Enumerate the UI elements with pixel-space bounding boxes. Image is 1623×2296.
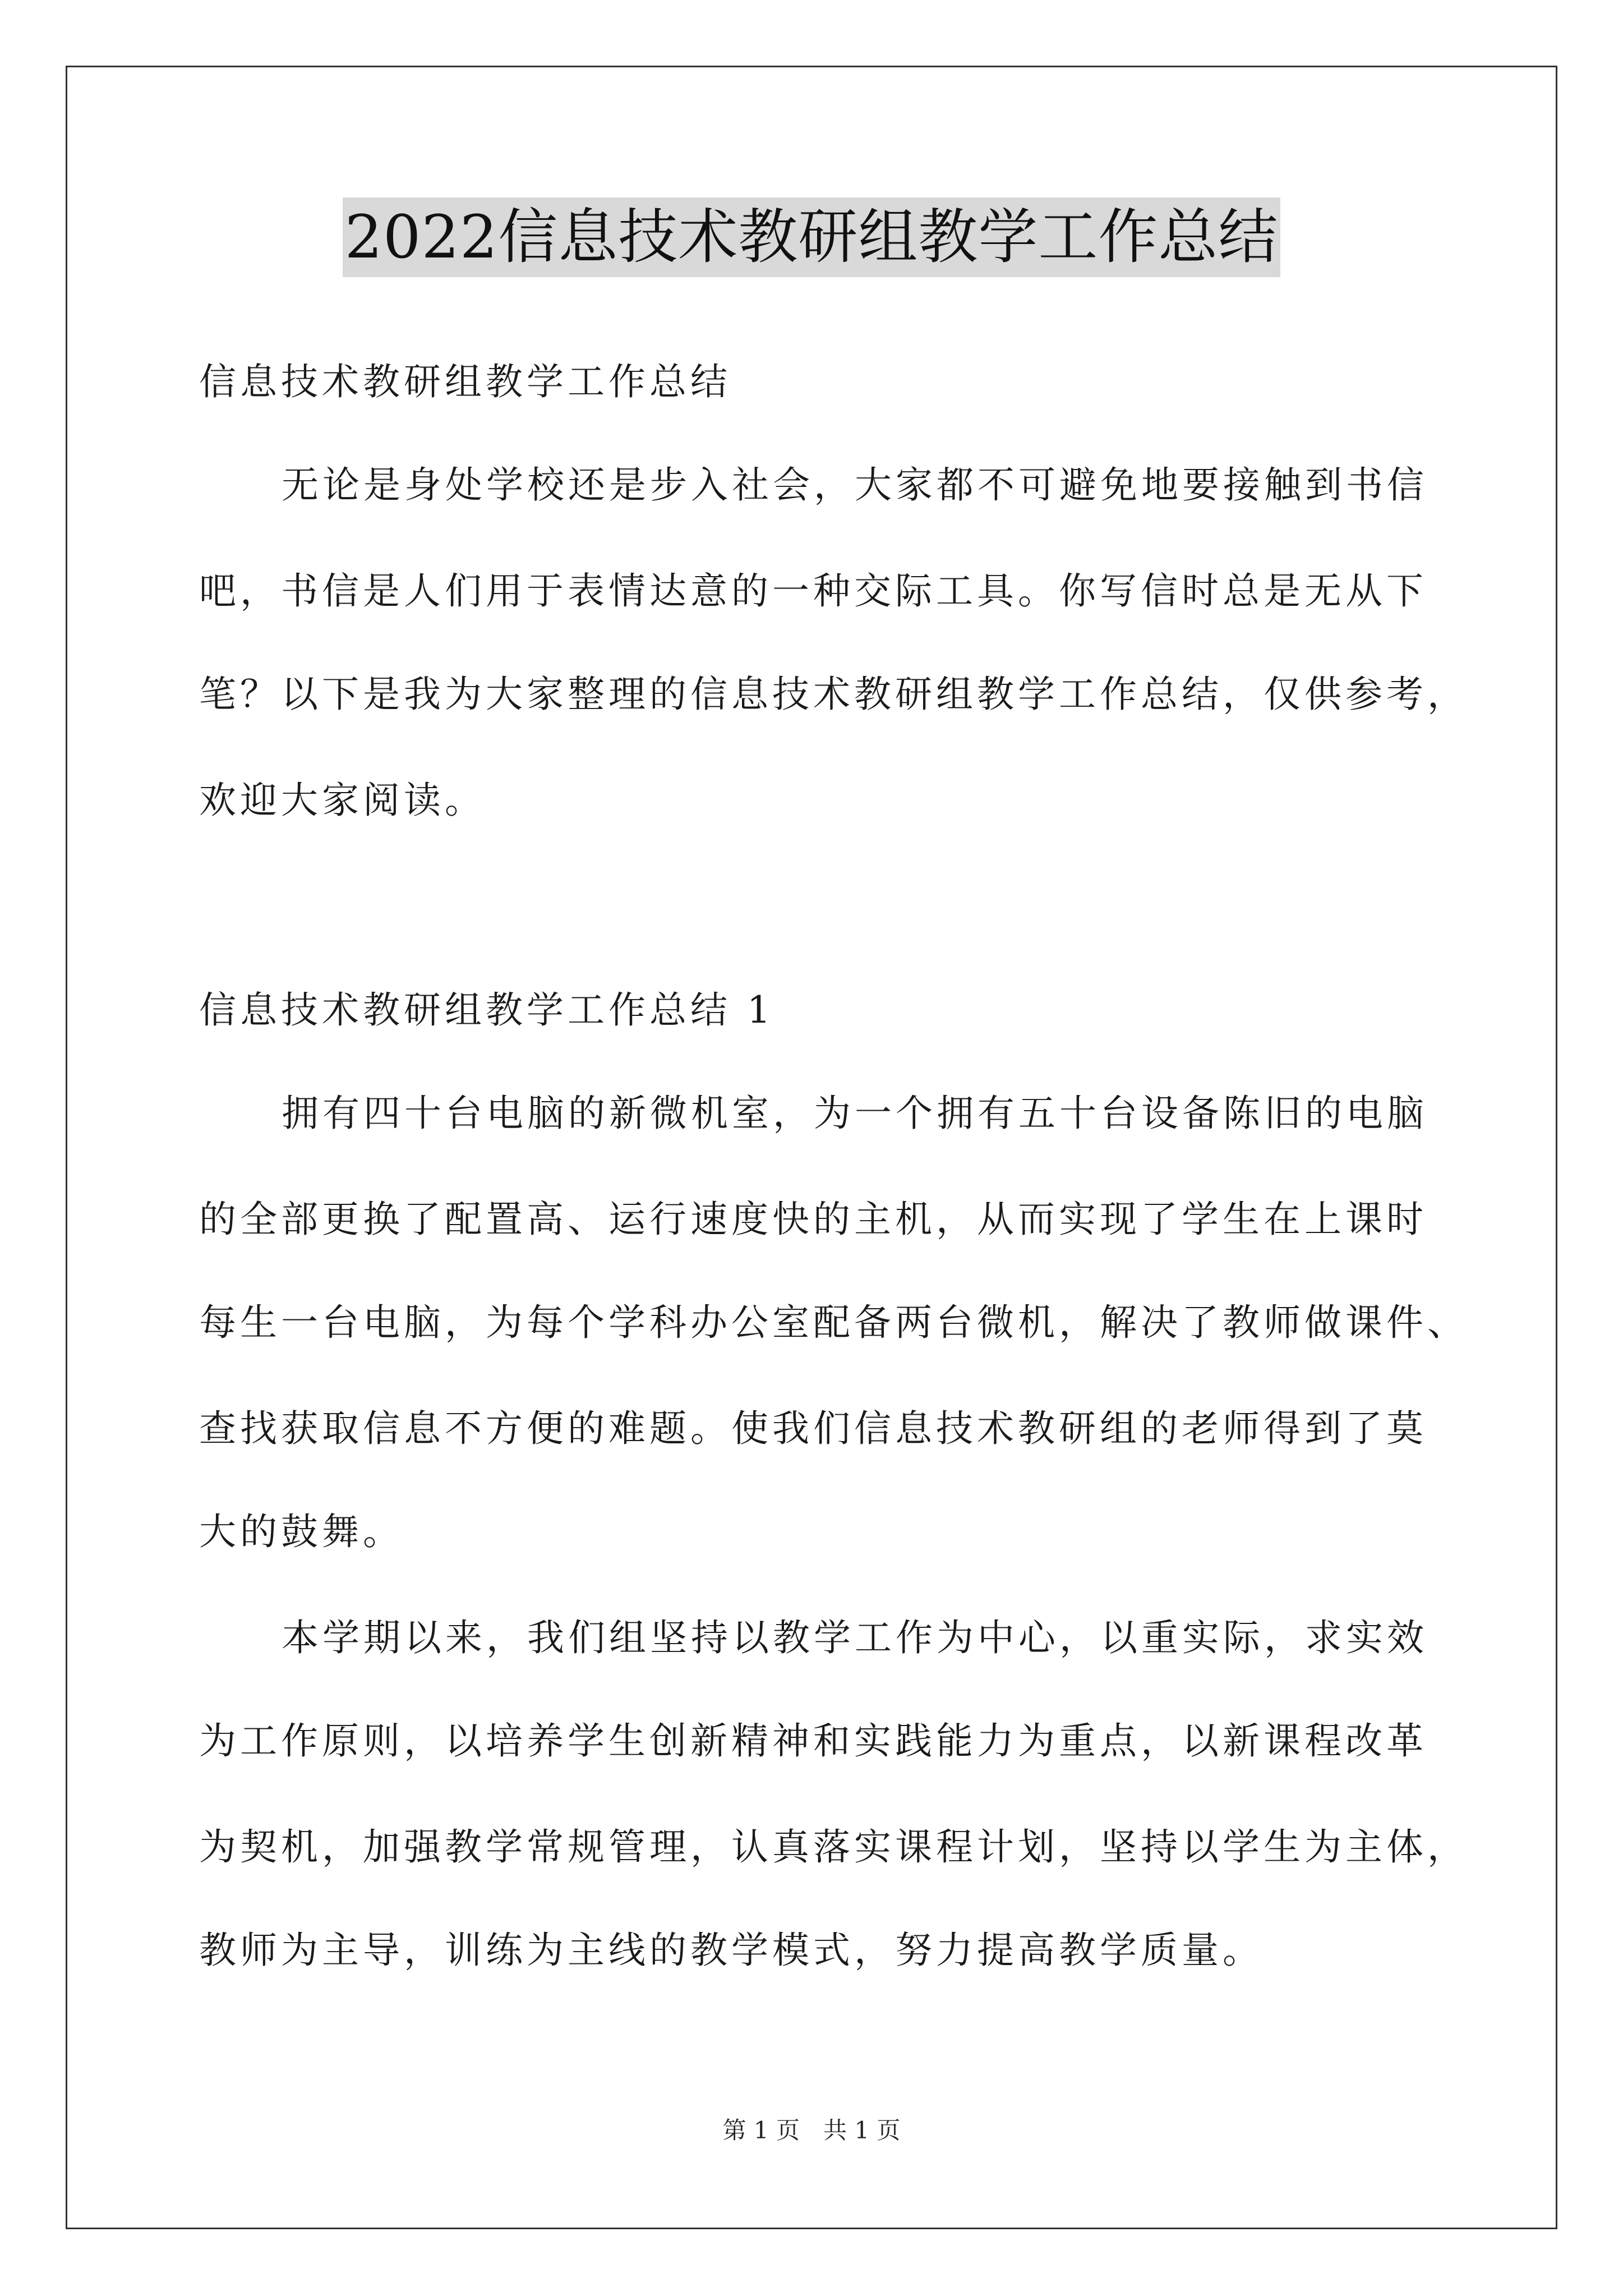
- intro-line-4: 欢迎大家阅读。: [199, 779, 486, 822]
- title-container: [0, 197, 1623, 277]
- paragraph2-line-4: 教师为主导，训练为主线的教学模式，努力提高教学质量。: [199, 1929, 1264, 1972]
- document-title: 2022信息技术教研组教学工作总结: [343, 197, 1281, 277]
- paragraph2-line-3: 为契机，加强教学常规管理，认真落实课程计划，坚持以学生为主体，: [199, 1825, 1468, 1869]
- paragraph1-line-5: 大的鼓舞。: [199, 1510, 404, 1553]
- page-number-footer: 第 1 页 共 1 页: [722, 2116, 901, 2144]
- intro-line-1: 无论是身处学校还是步入社会，大家都不可避免地要接触到书信: [282, 463, 1428, 507]
- paragraph1-line-4: 查找获取信息不方便的难题。使我们信息技术教研组的老师得到了莫: [199, 1407, 1427, 1450]
- paragraph1-line-2: 的全部更换了配置高、运行速度快的主机，从而实现了学生在上课时: [199, 1198, 1427, 1241]
- document-subtitle: 信息技术教研组教学工作总结: [199, 360, 731, 403]
- paragraph2-line-1: 本学期以来，我们组坚持以教学工作为中心，以重实际，求实效: [282, 1616, 1428, 1659]
- paragraph1-line-1: 拥有四十台电脑的新微机室，为一个拥有五十台设备陈旧的电脑: [282, 1092, 1428, 1135]
- paragraph2-line-2: 为工作原则，以培养学生创新精神和实践能力为重点，以新课程改革: [199, 1719, 1427, 1763]
- section-heading: 信息技术教研组教学工作总结 1: [199, 988, 774, 1032]
- intro-line-2: 吧，书信是人们用于表情达意的一种交际工具。你写信时总是无从下: [199, 569, 1427, 613]
- paragraph1-line-3: 每生一台电脑，为每个学科办公室配备两台微机，解决了教师做课件、: [199, 1301, 1468, 1344]
- intro-line-3: 笔？以下是我为大家整理的信息技术教研组教学工作总结，仅供参考，: [199, 673, 1468, 716]
